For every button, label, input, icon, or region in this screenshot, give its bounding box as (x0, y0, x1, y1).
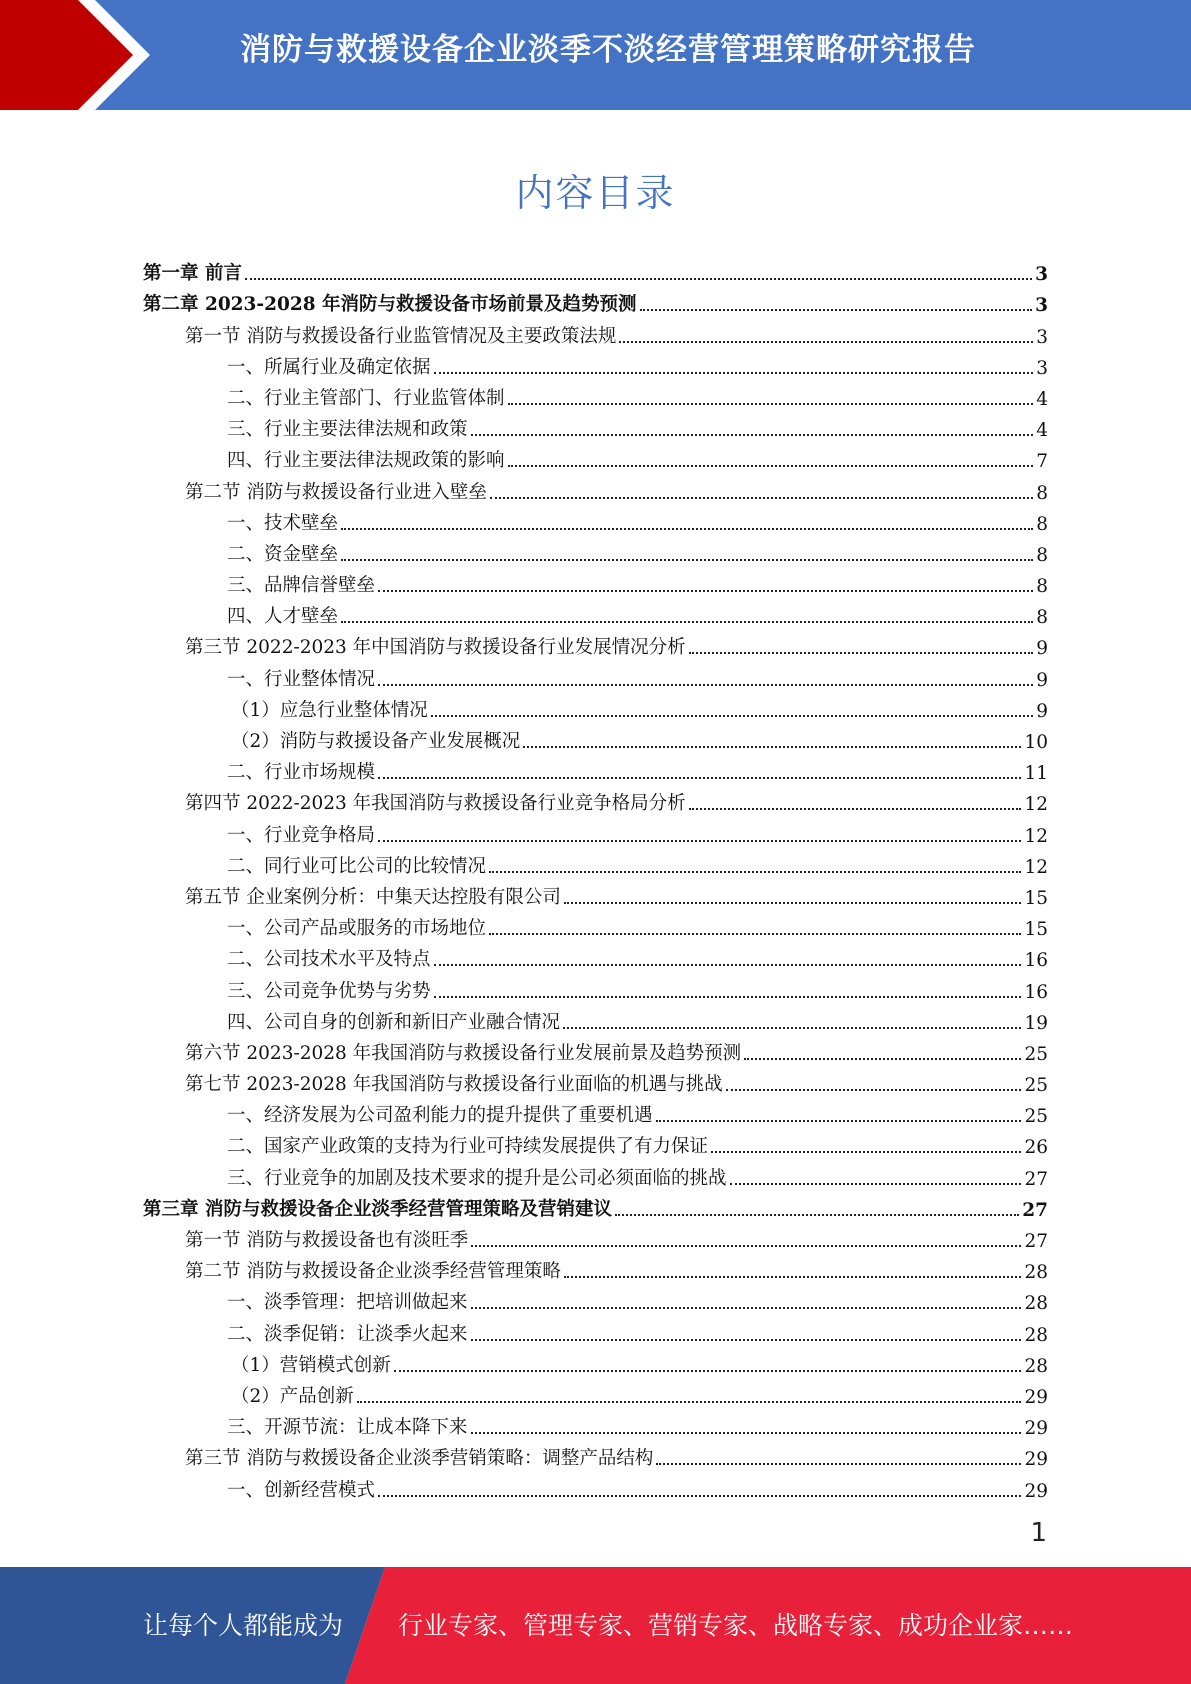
toc-entry-label: 二、行业主管部门、行业监管体制 (227, 387, 505, 409)
toc-entry-page: 4 (1036, 420, 1048, 442)
toc-entry-page: 16 (1024, 981, 1048, 1003)
toc-entry-page: 28 (1024, 1324, 1048, 1346)
report-title: 消防与救援设备企业淡季不淡经营管理策略研究报告 (240, 32, 976, 68)
toc-leader-dots (726, 1088, 1022, 1091)
toc-entry-page: 10 (1024, 732, 1048, 753)
toc-leader-dots (471, 1431, 1022, 1434)
toc-entry[interactable] (143, 1439, 1048, 1470)
toc-leader-dots (378, 589, 1033, 592)
toc-entry-page: 27 (1022, 1199, 1048, 1221)
toc-leader-dots (563, 1026, 1021, 1029)
header-band (0, 0, 1191, 110)
toc-entry[interactable] (143, 535, 1048, 566)
toc-leader-dots (490, 496, 1033, 499)
toc-entry-label: 一、淡季管理：把培训做起来 (227, 1292, 468, 1314)
toc-entry-page: 29 (1024, 1449, 1048, 1471)
toc-entry-page: 7 (1036, 451, 1048, 473)
toc-entry[interactable] (143, 659, 1048, 690)
toc-entry-label: （2）产品创新 (231, 1385, 354, 1407)
toc-leader-dots (508, 402, 1034, 405)
toc-leader-dots (523, 745, 1021, 748)
toc-entry-page: 29 (1024, 1480, 1048, 1502)
toc-entry[interactable] (143, 691, 1048, 722)
toc-entry[interactable] (143, 1252, 1048, 1283)
toc-entry-label: 一、经济发展为公司盈利能力的提升提供了重要机遇 (227, 1105, 653, 1127)
header-arrow-decoration (0, 0, 150, 110)
toc-entry-label: （1）营销模式创新 (231, 1354, 391, 1376)
toc-entry-page: 29 (1024, 1386, 1048, 1408)
toc-leader-dots (471, 1338, 1022, 1341)
toc-entry-page: 4 (1036, 388, 1048, 410)
toc-entry-page: 12 (1024, 856, 1048, 878)
toc-entry-label: 三、品牌信誉壁垒 (227, 575, 376, 597)
toc-leader-dots (689, 651, 1034, 654)
toc-entry[interactable] (143, 504, 1048, 535)
toc-entry-label: 第三章 消防与救援设备企业淡季经营管理策略及营销建议 (143, 1198, 612, 1220)
toc-entry-label: 三、公司竞争优势与劣势 (227, 980, 431, 1002)
toc-leader-dots (341, 620, 1033, 623)
toc-entry-page: 9 (1036, 700, 1048, 722)
toc-entry-page: 27 (1024, 1231, 1048, 1252)
toc-entry-page: 3 (1035, 264, 1048, 286)
toc-leader-dots (471, 433, 1034, 436)
footer-band (0, 1567, 1191, 1684)
toc-entry[interactable] (143, 1190, 1048, 1221)
toc-entry-label: 四、行业主要法律法规政策的影响 (227, 450, 505, 472)
toc-entry[interactable] (143, 971, 1048, 1002)
toc-entry-page: 25 (1024, 1043, 1048, 1065)
toc-leader-dots (378, 683, 1033, 686)
toc-leader-dots (378, 776, 1021, 779)
toc-entry-page: 25 (1024, 1106, 1048, 1128)
toc-entry[interactable] (143, 1470, 1048, 1501)
toc-entry[interactable] (143, 1065, 1048, 1096)
toc-entry[interactable] (143, 1346, 1048, 1377)
toc-entry-page: 26 (1024, 1137, 1048, 1159)
toc-leader-dots (394, 1369, 1022, 1372)
toc-leader-dots (744, 1057, 1021, 1060)
toc-entry-label: 三、开源节流：让成本降下来 (227, 1417, 468, 1439)
toc-entry[interactable] (143, 1158, 1048, 1189)
toc-entry-label: 第一章 前言 (143, 263, 242, 285)
toc-entry[interactable] (143, 285, 1048, 316)
toc-leader-dots (341, 558, 1033, 561)
toc-entry-label: 第四节 2022-2023 年我国消防与救援设备行业竞争格局分析 (185, 793, 686, 815)
toc-entry-label: 第三节 2022-2023 年中国消防与救援设备行业发展情况分析 (185, 637, 686, 659)
toc-entry-label: 二、行业市场规模 (227, 762, 376, 784)
toc-leader-dots (489, 932, 1021, 935)
page-number: 1 (1030, 1518, 1047, 1548)
toc-leader-dots (434, 371, 1034, 374)
toc-entry-page: 3 (1036, 357, 1048, 379)
toc-title: 内容目录 (515, 171, 676, 215)
toc-entry-label: 第七节 2023-2028 年我国消防与救援设备行业面临的机遇与挑战 (185, 1074, 723, 1096)
toc-entry-label: 二、公司技术水平及特点 (227, 949, 431, 971)
toc-entry-page: 11 (1024, 763, 1048, 785)
toc-leader-dots (564, 1275, 1022, 1278)
toc-leader-dots (711, 1150, 1021, 1153)
toc-leader-dots (564, 901, 1022, 904)
toc-entry-label: 第二节 消防与救援设备企业淡季经营管理策略 (185, 1261, 561, 1283)
toc-entry[interactable] (143, 1377, 1048, 1408)
toc-entry[interactable] (143, 1003, 1048, 1034)
toc-entry-label: 四、人才壁垒 (227, 606, 339, 628)
toc-entry[interactable] (143, 472, 1048, 503)
toc-entry[interactable] (143, 878, 1048, 909)
toc-entry[interactable] (143, 379, 1048, 410)
toc-leader-dots (341, 527, 1033, 530)
toc-entry-label: 二、国家产业政策的支持为行业可持续发展提供了有力保证 (227, 1136, 709, 1158)
toc-leader-dots (508, 464, 1034, 467)
toc-leader-dots (471, 1244, 1021, 1247)
toc-entry[interactable] (143, 316, 1048, 347)
toc-entry-page: 12 (1024, 825, 1048, 847)
toc-entry-label: （1）应急行业整体情况 (231, 699, 428, 721)
toc-entry-page: 16 (1024, 950, 1048, 972)
toc-entry[interactable] (143, 348, 1048, 379)
toc-leader-dots (615, 1213, 1019, 1216)
toc-entry-page: 15 (1024, 887, 1048, 909)
toc-entry-page: 8 (1036, 513, 1048, 535)
toc-entry[interactable] (143, 1034, 1048, 1065)
toc-entry-label: 三、行业主要法律法规和政策 (227, 419, 468, 441)
toc-entry-page: 27 (1024, 1168, 1048, 1190)
toc-leader-dots (434, 995, 1022, 998)
toc-leader-dots (471, 1306, 1022, 1309)
toc-entry-label: 二、淡季促销：让淡季火起来 (227, 1323, 468, 1345)
toc-entry-label: 第五节 企业案例分析：中集天达控股有限公司 (185, 886, 561, 908)
toc-entry[interactable] (143, 784, 1048, 815)
toc-leader-dots (656, 1119, 1022, 1122)
toc-entry-label: 一、公司产品或服务的市场地位 (227, 918, 487, 940)
toc-leader-dots (730, 1182, 1022, 1185)
toc-leader-dots (656, 1462, 1021, 1465)
toc-leader-dots (245, 277, 1032, 280)
toc-entry-page: 8 (1036, 544, 1048, 566)
toc-leader-dots (357, 1400, 1022, 1403)
toc-entry-page: 3 (1035, 295, 1048, 317)
toc-entry[interactable] (143, 1283, 1048, 1314)
toc-entry-label: 一、技术壁垒 (227, 512, 339, 534)
toc-entry[interactable] (143, 847, 1048, 878)
toc-entry-label: 第三节 消防与救援设备企业淡季营销策略：调整产品结构 (185, 1448, 654, 1470)
footer-slogan-left: 让每个人都能成为 (143, 1611, 344, 1640)
table-of-contents (143, 254, 1048, 1502)
toc-entry-page: 8 (1036, 482, 1048, 504)
toc-entry-page: 8 (1036, 607, 1048, 629)
toc-entry[interactable] (143, 753, 1048, 784)
toc-entry[interactable] (143, 1096, 1048, 1127)
toc-entry-label: （2）消防与救援设备产业发展概况 (231, 731, 521, 752)
toc-entry-page: 28 (1024, 1293, 1048, 1315)
toc-entry-page: 28 (1024, 1355, 1048, 1377)
toc-entry[interactable] (143, 597, 1048, 628)
toc-leader-dots (640, 308, 1033, 311)
toc-entry-page: 12 (1024, 794, 1048, 816)
toc-entry-page: 9 (1036, 669, 1048, 691)
footer-slogan-right: 行业专家、管理专家、营销专家、战略专家、成功企业家…… (398, 1611, 1074, 1640)
toc-entry-label: 一、创新经营模式 (227, 1479, 376, 1501)
toc-entry-label: 四、公司自身的创新和新旧产业融合情况 (227, 1011, 561, 1033)
toc-entry[interactable] (143, 1314, 1048, 1345)
toc-entry[interactable] (143, 1127, 1048, 1158)
toc-entry-label: 三、行业竞争的加剧及技术要求的提升是公司必须面临的挑战 (227, 1167, 727, 1189)
toc-entry[interactable] (143, 566, 1048, 597)
toc-entry-label: 二、资金壁垒 (227, 543, 339, 565)
toc-entry-page: 8 (1036, 576, 1048, 598)
toc-entry-label: 第六节 2023-2028 年我国消防与救援设备行业发展前景及趋势预测 (185, 1042, 742, 1064)
toc-entry[interactable] (143, 441, 1048, 472)
toc-entry[interactable] (143, 940, 1048, 971)
toc-entry-label: 第一节 消防与救援设备也有淡旺季 (185, 1230, 469, 1251)
toc-entry-page: 3 (1036, 326, 1048, 348)
toc-entry-page: 15 (1024, 919, 1048, 941)
toc-entry[interactable] (143, 254, 1048, 285)
toc-leader-dots (431, 714, 1033, 717)
toc-entry-label: 二、同行业可比公司的比较情况 (227, 855, 487, 877)
toc-entry-page: 28 (1024, 1262, 1048, 1284)
toc-entry[interactable] (143, 410, 1048, 441)
toc-entry[interactable] (143, 628, 1048, 659)
toc-leader-dots (378, 839, 1021, 842)
toc-entry[interactable] (143, 1408, 1048, 1439)
toc-leader-dots (434, 963, 1022, 966)
toc-entry-label: 一、所属行业及确定依据 (227, 356, 431, 378)
toc-leader-dots (689, 807, 1022, 810)
toc-entry-page: 9 (1036, 638, 1048, 660)
toc-entry-page: 29 (1024, 1418, 1048, 1440)
toc-leader-dots (378, 1494, 1021, 1497)
toc-entry-label: 第一节 消防与救援设备行业监管情况及主要政策法规 (185, 325, 617, 347)
toc-entry-label: 一、行业整体情况 (227, 668, 376, 690)
toc-entry[interactable] (143, 815, 1048, 846)
toc-leader-dots (489, 870, 1021, 873)
toc-entry[interactable] (143, 909, 1048, 940)
toc-entry-label: 一、行业竞争格局 (227, 824, 376, 846)
toc-entry-label: 第二章 2023-2028 年消防与救援设备市场前景及趋势预测 (143, 294, 637, 316)
toc-entry[interactable] (143, 722, 1048, 753)
toc-entry[interactable] (143, 1221, 1048, 1252)
toc-entry-page: 25 (1024, 1075, 1048, 1097)
toc-entry-label: 第二节 消防与救援设备行业进入壁垒 (185, 481, 487, 503)
toc-leader-dots (619, 340, 1033, 343)
toc-entry-page: 19 (1024, 1012, 1048, 1034)
